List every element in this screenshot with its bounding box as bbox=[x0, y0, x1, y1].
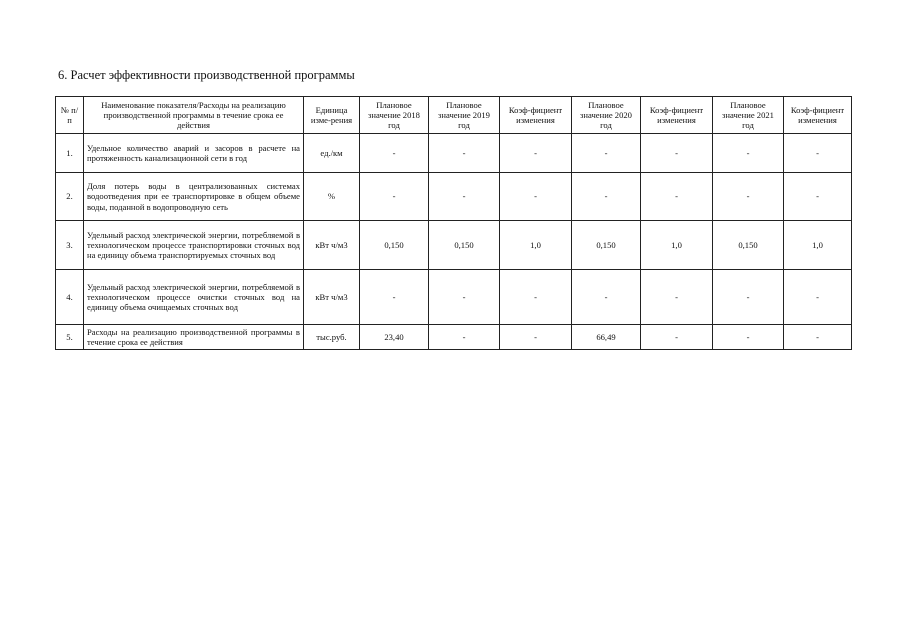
value-cell: - bbox=[500, 270, 572, 325]
value-cell: - bbox=[713, 134, 784, 173]
value-cell: - bbox=[429, 325, 500, 350]
value-cell: - bbox=[713, 173, 784, 221]
table-header-row bbox=[56, 97, 852, 134]
column-header-coef-2019: Коэф-фициент изменения bbox=[500, 97, 572, 134]
unit-cell: тыс.руб. bbox=[304, 325, 360, 350]
table-row bbox=[56, 270, 852, 325]
value-cell: 1,0 bbox=[500, 221, 572, 270]
indicator-name: Удельное количество аварий и засоров в расчете на протяженность канализационной сети в год bbox=[84, 134, 304, 173]
value-cell: - bbox=[713, 325, 784, 350]
value-cell: - bbox=[360, 134, 429, 173]
table-row bbox=[56, 173, 852, 221]
indicator-name: Расходы на реализацию производственной программы в течение срока ее действия bbox=[84, 325, 304, 350]
section-heading: 6. Расчет эффективности производственной программы bbox=[58, 68, 355, 82]
value-cell: - bbox=[784, 270, 852, 325]
value-cell: - bbox=[572, 270, 641, 325]
unit-cell: ед./км bbox=[304, 134, 360, 173]
column-header-plan-2021: Плановое значение 2021 год bbox=[713, 97, 784, 134]
column-header-plan-2020: Плановое значение 2020 год bbox=[572, 97, 641, 134]
table-row bbox=[56, 221, 852, 270]
row-number: 3. bbox=[56, 221, 84, 270]
value-cell: - bbox=[572, 173, 641, 221]
value-cell: 1,0 bbox=[784, 221, 852, 270]
value-cell: - bbox=[641, 325, 713, 350]
value-cell: 0,150 bbox=[360, 221, 429, 270]
row-number: 1. bbox=[56, 134, 84, 173]
value-cell: 1,0 bbox=[641, 221, 713, 270]
table-row bbox=[56, 134, 852, 173]
value-cell: 0,150 bbox=[429, 221, 500, 270]
efficiency-table bbox=[55, 96, 852, 350]
column-header-coef-2021: Коэф-фициент изменения bbox=[784, 97, 852, 134]
unit-cell: кВт ч/м3 bbox=[304, 270, 360, 325]
value-cell: - bbox=[360, 173, 429, 221]
value-cell: - bbox=[713, 270, 784, 325]
row-number: 4. bbox=[56, 270, 84, 325]
value-cell: - bbox=[360, 270, 429, 325]
row-number: 5. bbox=[56, 325, 84, 350]
value-cell: - bbox=[572, 134, 641, 173]
column-header-number: № п/п bbox=[56, 97, 84, 134]
unit-cell: кВт ч/м3 bbox=[304, 221, 360, 270]
column-header-name: Наименование показателя/Расходы на реализацию производственной программы в течение срока ее действия bbox=[84, 97, 304, 134]
value-cell: - bbox=[429, 173, 500, 221]
value-cell: - bbox=[641, 173, 713, 221]
indicator-name: Доля потерь воды в централизованных системах водоотведения при ее транспортировке в общем объеме воды, поданной в водопроводную сеть bbox=[84, 173, 304, 221]
table-row bbox=[56, 325, 852, 350]
row-number: 2. bbox=[56, 173, 84, 221]
value-cell: 0,150 bbox=[572, 221, 641, 270]
indicator-name: Удельный расход электрической энергии, потребляемой в технологическом процессе очистки сточных вод на единицу объема очищаемых сточных вод bbox=[84, 270, 304, 325]
value-cell: - bbox=[784, 134, 852, 173]
value-cell: - bbox=[500, 173, 572, 221]
column-header-plan-2018: Плановое значение 2018 год bbox=[360, 97, 429, 134]
value-cell: 23,40 bbox=[360, 325, 429, 350]
indicator-name: Удельный расход электрической энергии, потребляемой в технологическом процессе транспортировки сточных вод на единицу объема транспортируемых сточных вод bbox=[84, 221, 304, 270]
value-cell: 0,150 bbox=[713, 221, 784, 270]
column-header-plan-2019: Плановое значение 2019 год bbox=[429, 97, 500, 134]
value-cell: - bbox=[429, 270, 500, 325]
column-header-coef-2020: Коэф-фициент изменения bbox=[641, 97, 713, 134]
unit-cell: % bbox=[304, 173, 360, 221]
value-cell: - bbox=[784, 325, 852, 350]
value-cell: - bbox=[784, 173, 852, 221]
value-cell: - bbox=[500, 325, 572, 350]
value-cell: - bbox=[641, 270, 713, 325]
value-cell: - bbox=[429, 134, 500, 173]
value-cell: 66,49 bbox=[572, 325, 641, 350]
value-cell: - bbox=[500, 134, 572, 173]
value-cell: - bbox=[641, 134, 713, 173]
column-header-unit: Единица изме-рения bbox=[304, 97, 360, 134]
